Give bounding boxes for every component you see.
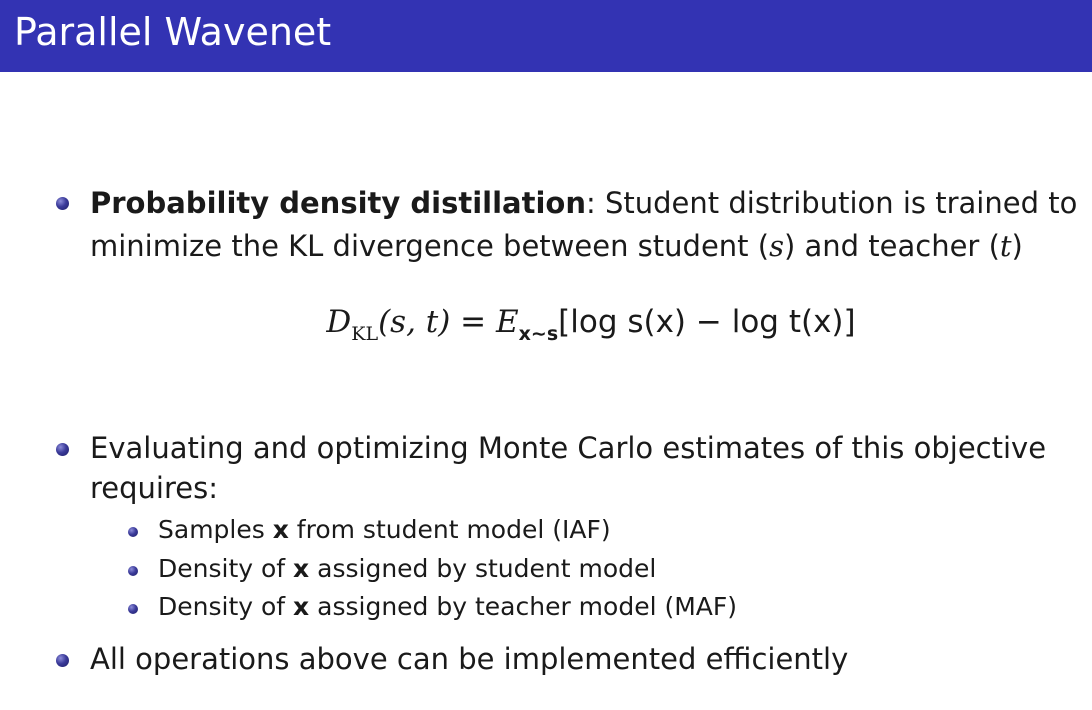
eq-expectation: E — [496, 304, 519, 340]
bullet1-var-t: t — [999, 229, 1012, 263]
sub-bullet-marker-1 — [128, 527, 138, 537]
eq-exp-subscript: x∼s — [518, 323, 559, 345]
bullet1-line2-b: ) and teacher ( — [783, 229, 1000, 263]
title-bar — [0, 0, 1092, 72]
sub-bullet-1 — [158, 515, 611, 544]
sub-bullet-1-post: from student model (IAF) — [288, 515, 611, 544]
sub-bullet-2-pre: Density of — [158, 554, 294, 583]
eq-lhs-args: (s, t) — [378, 304, 451, 340]
eq-lhs-subscript: KL — [351, 323, 379, 345]
bullet1-colon: : — [585, 186, 596, 220]
bullet-marker-1 — [56, 197, 69, 210]
sub-bullet-3-pre: Density of — [158, 592, 294, 621]
bullet1-term: Probability density distillation — [90, 186, 586, 220]
bullet2-line1: Evaluating and optimizing Monte Carlo estimates of this objective — [90, 431, 1047, 465]
sub-bullet-3-post: assigned by teacher model (MAF) — [309, 592, 738, 621]
bullet1-line1-rest: Student distribution is trained to — [595, 186, 1078, 220]
eq-equals: = — [450, 304, 497, 340]
bullet1-line1 — [90, 186, 1077, 220]
bullet1-line2-a: minimize the KL divergence between student ( — [90, 229, 770, 263]
sub-bullet-1-pre: Samples — [158, 515, 273, 544]
sub-bullet-2 — [158, 554, 656, 583]
sub-bullet-2-bold: x — [293, 554, 310, 583]
bullet-marker-3 — [56, 654, 69, 667]
bullet1-var-s: s — [769, 229, 784, 263]
sub-bullet-marker-3 — [128, 604, 138, 614]
bullet3-text: All operations above can be implemented efficiently — [90, 642, 849, 676]
bullet1-line2 — [90, 229, 1023, 263]
sub-bullet-3-bold: x — [293, 592, 310, 621]
sub-bullet-2-post: assigned by student model — [309, 554, 657, 583]
sub-bullet-1-bold: x — [272, 515, 289, 544]
sub-bullet-marker-2 — [128, 566, 138, 576]
eq-rhs: [log s(x) − log t(x)] — [558, 304, 856, 340]
bullet-marker-2 — [56, 443, 69, 456]
eq-lhs-symbol: D — [326, 304, 352, 340]
bullet1-line2-c: ) — [1011, 229, 1023, 263]
bullet2-line2: requires: — [90, 471, 218, 505]
slide-title: Parallel Wavenet — [14, 10, 332, 54]
sub-bullet-3 — [158, 592, 737, 621]
kl-equation — [0, 304, 1092, 345]
